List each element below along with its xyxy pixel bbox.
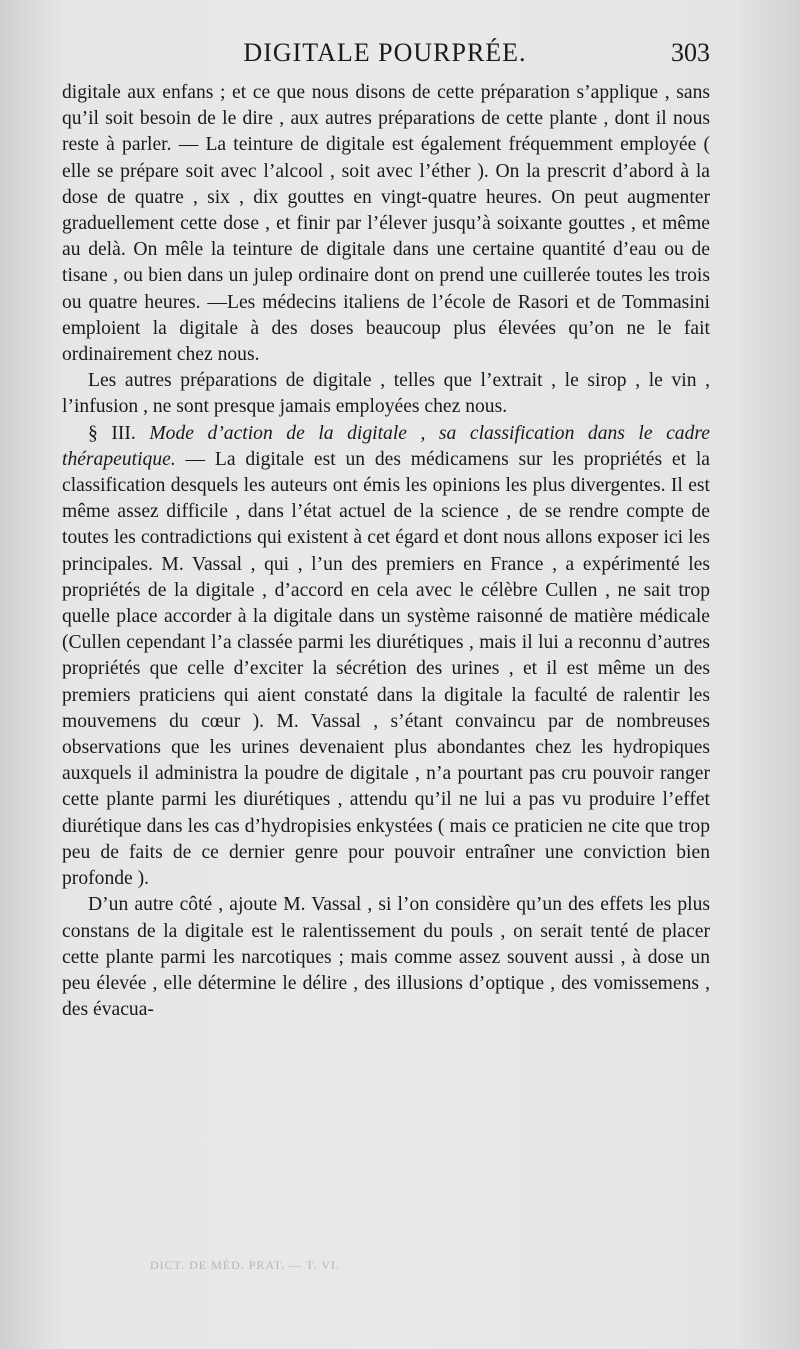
section-paragraph (62, 421, 710, 893)
paragraph-last: D’un autre côté , ajoute M. Vassal , si l’on considère qu’un des effets les plus constans de la digitale est le ralentissement du pouls , on serait tenté de placer cette plante parmi les narcotiques ; mais comme assez souvent aussi , à dose un peu élevée , elle détermine le délire , des illusions d’optique , des vomissemens , des évacua- (62, 894, 710, 1021)
page-number: 303 (671, 38, 710, 67)
section-text: — La digitale est un des médicamens sur les propriétés et la classification desquels les auteurs ont émis les opinions les plus divergentes. Il est même assez difficile , dans l’état actuel de la science , de se rendre compte de toutes les contradictions qui existent à cet égard et dont nous allons exposer ici les principales. M. Vassal , qui , l’un des premiers en France , a expérimenté les propriétés de la digitale , d’accord en cela avec le célèbre Cullen , ne sait trop quelle place accorder à la digitale dans un système raisonné de matière médicale (Cullen cependant l’a classée parmi les diurétiques , mais il lui a reconnu d’autres propriétés que celle d’exciter la sécrétion des urines , et il est même un des premiers praticiens qui aient constaté dans la digitale la faculté de ralentir les mouvemens du cœur ). M. Vassal , s’étant convaincu par de nombreuses observations que les urines devenaient plus abondantes chez les hydropiques auxquels il administra la poudre de digitale , n’a pourtant pas cru pouvoir ranger cette plante parmi les diurétiques , attendu qu’il ne lui a pas vu produire l’effet diurétique dans les cas d’hydropisies enkystées ( mais ce praticien ne cite que trop peu de faits de ce dernier genre pour pouvoir entraîner une conviction bien profonde ). (62, 448, 710, 890)
show-through-footer: DICT. DE MÉD. PRAT. — T. VI. (150, 1258, 340, 1272)
page-header (60, 38, 710, 78)
section-number: § III. (88, 422, 136, 444)
section-title: Mode d’action de la digitale , sa classification dans le cadre thérapeutique. (62, 422, 710, 470)
paragraph-2: Les autres préparations de digitale , telles que l’extrait , le sirop , le vin , l’infusion , ne sont presque jamais employées chez nous. (62, 370, 710, 418)
body-text (62, 80, 710, 1023)
paragraph-1: digitale aux enfans ; et ce que nous disons de cette préparation s’applique , sans qu’il soit besoin de le dire , aux autres préparations de cette plante , dont il nous reste à parler. — La teinture de digitale est également fréquemment employée ( elle se prépare soit avec l’alcool , soit avec l’éther ). On la prescrit d’abord à la dose de quatre , six , dix gouttes en vingt-quatre heures. On peut augmenter graduellement cette dose , et finir par l’élever jusqu’à soixante gouttes , et même au delà. On mêle la teinture de digitale dans une certaine quantité d’eau ou de tisane , ou bien dans un julep ordinaire dont on prend une cuillerée toutes les trois ou quatre heures. —Les médecins italiens de l’école de Rasori et de Tommasini emploient la digitale à des doses beaucoup plus élevées qu’on ne le fait ordinairement chez nous. (62, 82, 710, 366)
running-title: DIGITALE POURPRÉE. (243, 38, 527, 67)
